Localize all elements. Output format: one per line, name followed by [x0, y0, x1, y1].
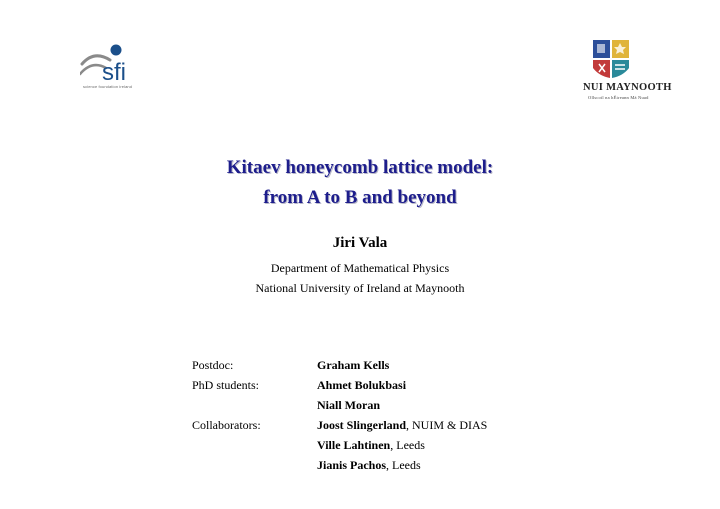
author-name: Jiri Vala — [332, 235, 388, 251]
nui-maynooth-crest — [591, 38, 631, 80]
title-line-2: from A to B and beyond — [263, 187, 457, 208]
sfi-logo-text: sfi — [102, 59, 126, 86]
collaborator-1: Joost Slingerland, NUIM & DIAS — [317, 418, 488, 432]
phd-label: PhD students: — [192, 378, 260, 392]
postdoc-name: Graham Kells — [317, 358, 390, 372]
nui-subtitle: Ollscoil na hÉireann Má Nuad — [588, 95, 649, 100]
author-institution: National University of Ireland at Maynooth — [255, 281, 465, 295]
collaborator-2: Ville Lahtinen, Leeds — [317, 438, 425, 452]
nui-name: NUI MAYNOOTH — [583, 82, 672, 93]
crest-book-icon — [597, 44, 605, 53]
sfi-logo-dot — [111, 45, 122, 56]
postdoc-label: Postdoc: — [192, 358, 234, 372]
phd-student-2: Niall Moran — [317, 398, 380, 412]
collaborators-label: Collaborators: — [192, 418, 261, 432]
collaborator-3: Jianis Pachos, Leeds — [317, 458, 421, 472]
title-line-1: Kitaev honeycomb lattice model: — [226, 157, 494, 178]
phd-student-1: Ahmet Bolukbasi — [317, 378, 407, 392]
sfi-tagline: science foundation ireland — [83, 84, 133, 89]
author-department: Department of Mathematical Physics — [270, 261, 450, 275]
